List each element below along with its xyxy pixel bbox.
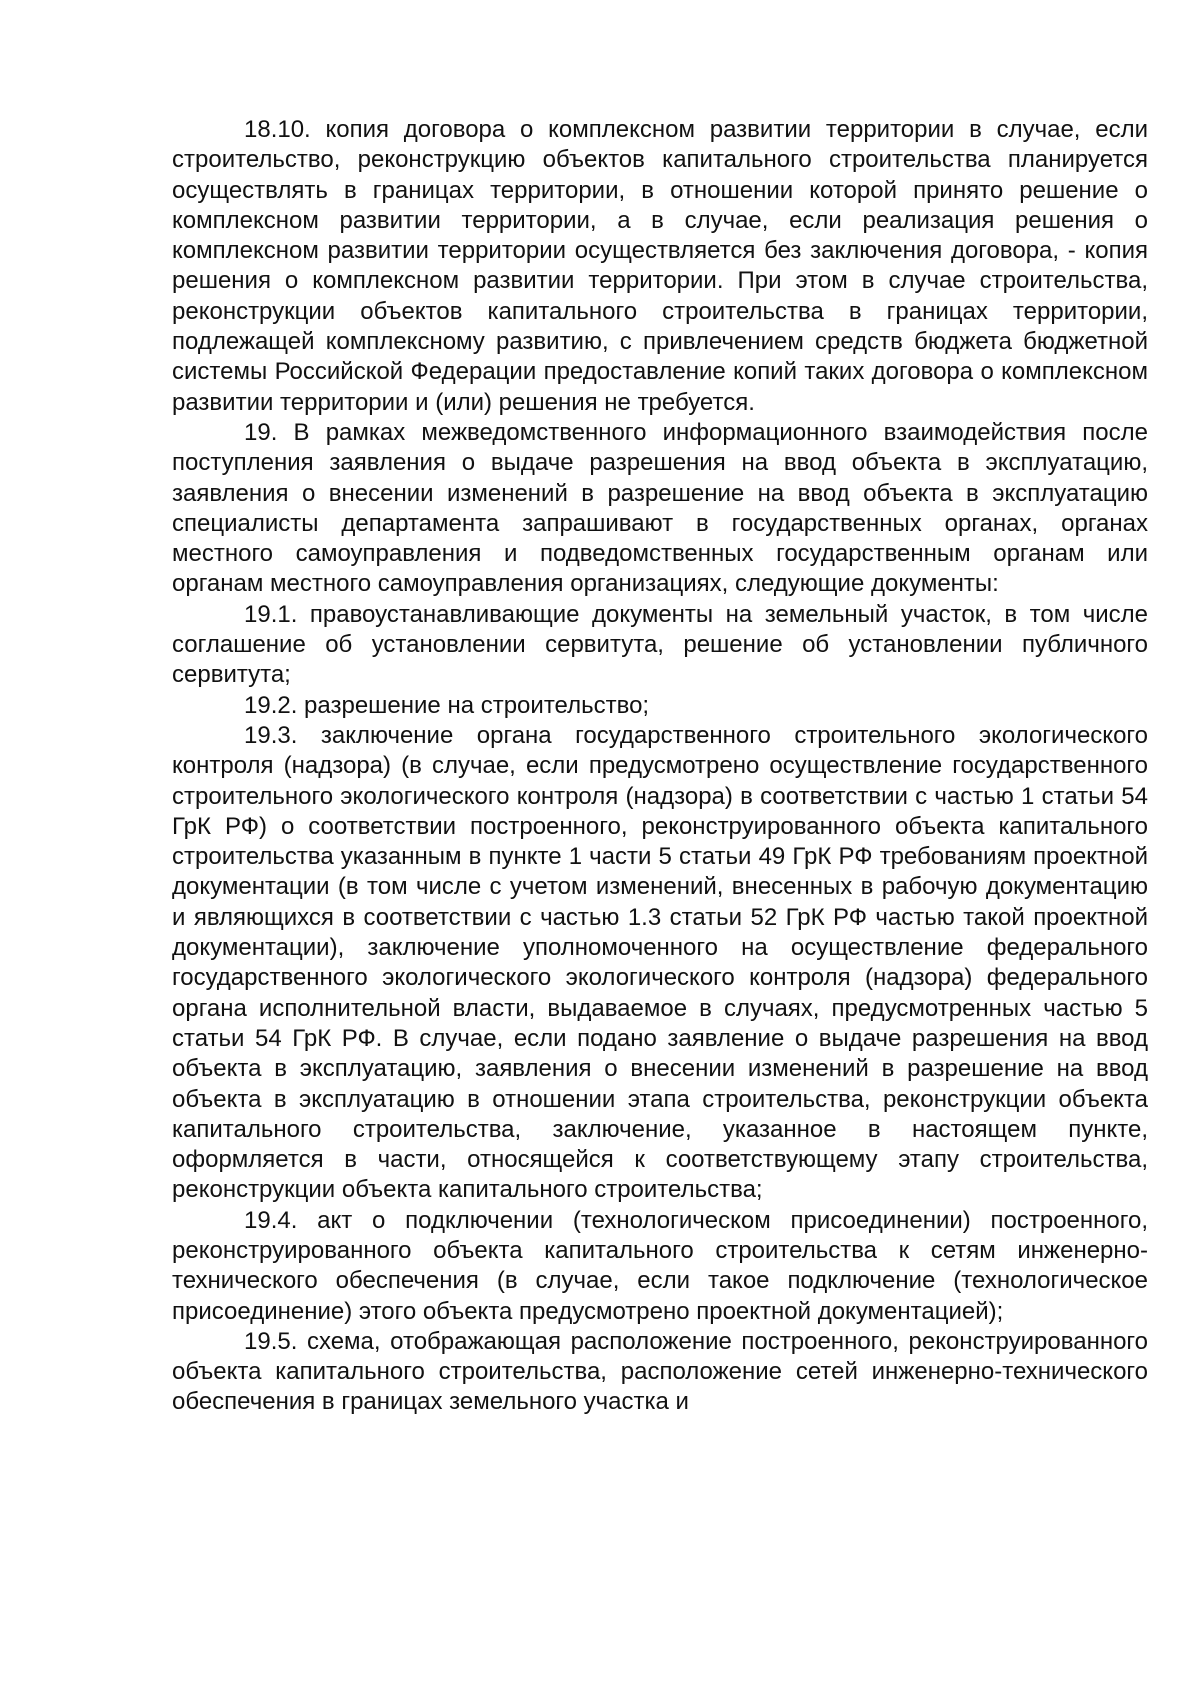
paragraph-19: 19. В рамках межведомственного информационного взаимодействия после поступления заявления о выдаче разрешения на ввод объекта в эксплуатацию, заявления о внесении изменений в разрешение на ввод объекта в эксплуатацию специалисты департамента запрашивают в государственных органах, органах местного самоуправления и подведомственных государственным органам или органам местного самоуправления организациях, следующие документы: — [172, 418, 1148, 598]
paragraph-19-5: 19.5. схема, отображающая расположение построенного, реконструированного объекта капитального строительства, расположение сетей инженерно-технического обеспечения в границах земельного участка и — [172, 1327, 1148, 1416]
paragraph-19-4: 19.4. акт о подключении (технологическом присоединении) построенного, реконструированного объекта капитального строительства к сетям инженерно-технического обеспечения (в случае, если такое подключение (технологическое присоединение) этого объекта предусмотрено проектной документацией); — [172, 1206, 1148, 1325]
paragraph-19-2: 19.2. разрешение на строительство; — [244, 691, 650, 719]
document-body — [172, 115, 1148, 1418]
paragraph-19-3: 19.3. заключение органа государственного строительного экологического контроля (надзора) (в случае, если предусмотрено осуществление государственного строительного экологического контроля (надзора) в соответствии с частью 1 статьи 54 ГрК РФ) о соответствии построенного, реконструированного объекта капитального строительства указанным в пункте 1 части 5 статьи 49 ГрК РФ требованиям проектной документации (в том числе с учетом изменений, внесенных в рабочую документацию и являющихся в соответствии с частью 1.3 статьи 52 ГрК РФ частью такой проектной документации), заключение уполномоченного на осуществление федерального государственного экологического экологического контроля (надзора) федерального органа исполнительной власти, выдаваемое в случаях, предусмотренных частью 5 статьи 54 ГрК РФ. В случае, если подано заявление о выдаче разрешения на ввод объекта в эксплуатацию, заявления о внесении изменений в разрешение на ввод объекта в эксплуатацию в отношении этапа строительства, реконструкции объекта капитального строительства, заключение, указанное в настоящем пункте, оформляется в части, относящейся к соответствующему этапу строительства, реконструкции объекта капитального строительства; — [172, 721, 1148, 1204]
paragraph-18-10: 18.10. копия договора о комплексном развитии территории в случае, если строительство, реконструкцию объектов капитального строительства планируется осуществлять в границах территории, в отношении которой принято решение о комплексном развитии территории, а в случае, если реализация решения о комплексном развитии территории осуществляется без заключения договора, - копия решения о комплексном развитии территории. При этом в случае строительства, реконструкции объектов капитального строительства в границах территории, подлежащей комплексному развитию, с привлечением средств бюджета бюджетной системы Российской Федерации предоставление копий таких договора о комплексном развитии территории и (или) решения не требуется. — [172, 116, 1148, 416]
paragraph-19-1: 19.1. правоустанавливающие документы на земельный участок, в том числе соглашение об установлении сервитута, решение об установлении публичного сервитута; — [172, 600, 1148, 689]
